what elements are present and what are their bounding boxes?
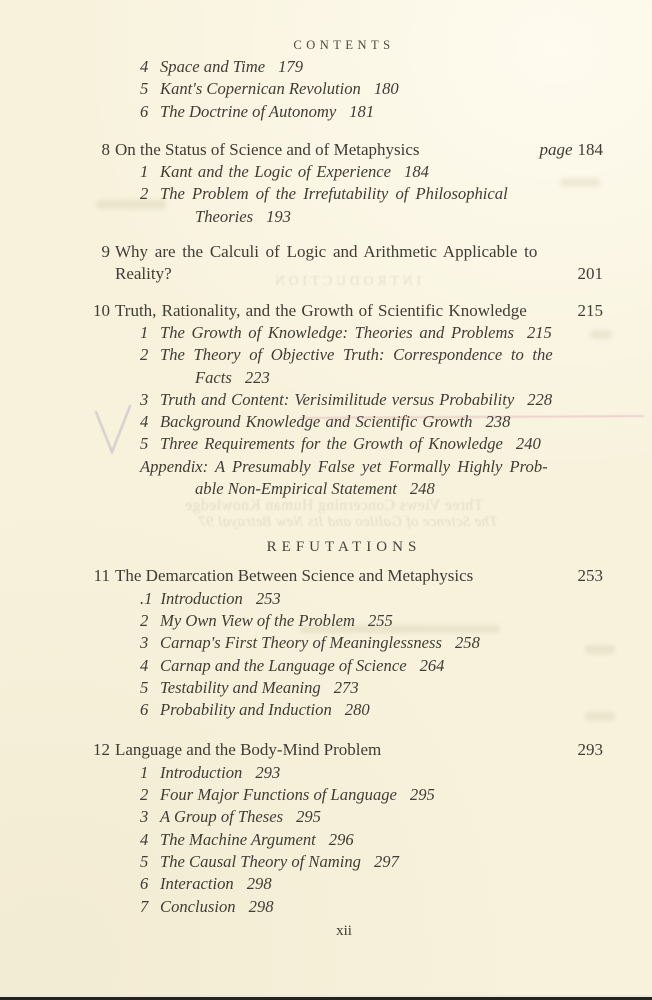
toc-item-number: 2: [140, 610, 149, 630]
toc-item-text: A Group of Theses: [160, 807, 284, 827]
toc-item-number: 10: [93, 300, 110, 320]
toc-item-text: Three Requirements for the Growth of Knowledge: [160, 434, 503, 454]
toc-page-number: 295: [409, 785, 435, 805]
toc-row-sub: [85, 806, 603, 828]
toc-page-number: 181: [349, 101, 375, 121]
toc-item-number: 2: [140, 785, 149, 805]
page-number-footer: xii: [336, 922, 352, 939]
toc-page-number: 264: [419, 655, 445, 675]
toc-row-sub: [85, 101, 603, 123]
toc-page-number: 201: [577, 264, 603, 284]
toc-list: [85, 56, 603, 918]
toc-item-text: Introduction: [160, 588, 243, 608]
toc-page-number: 298: [246, 874, 272, 894]
toc-item-number: 12: [93, 740, 110, 760]
toc-row-chapter: [85, 139, 603, 161]
toc-row-sub: [85, 829, 603, 851]
toc-item-text: On the Status of Science and of Metaphysics: [115, 139, 420, 159]
toc-page-number: 180: [373, 79, 399, 99]
toc-row-chapter: [85, 300, 603, 322]
toc-page-number: 293: [577, 740, 603, 760]
toc-item-number: 4: [140, 655, 149, 675]
page-header: CONTENTS: [293, 38, 395, 52]
toc-item-number: 6: [140, 700, 149, 720]
toc-page-number: 184: [404, 162, 429, 182]
toc-page-number: 280: [344, 700, 370, 720]
toc-page-number: 295: [296, 807, 321, 827]
toc-item-text: Reality?: [115, 264, 172, 284]
toc-row-cont-sub: [85, 367, 603, 389]
toc-item-number: 1: [140, 322, 149, 342]
toc-item-number: 9: [101, 242, 110, 262]
toc-row-sub: [85, 762, 603, 784]
bleedthrough-text: INTRODUCTION: [271, 273, 421, 288]
toc-item-text: Testability and Meaning: [160, 677, 321, 697]
toc-row-cont-sub: [85, 206, 603, 228]
toc-page-number: 273: [333, 677, 359, 697]
toc-page-number: 179: [278, 57, 303, 76]
toc-content: [85, 0, 603, 942]
toc-item-text: Introduction: [160, 762, 243, 782]
toc-item-number: 4: [140, 412, 149, 432]
toc-item-number: 1: [140, 162, 149, 182]
toc-page-number: 238: [485, 412, 511, 432]
toc-row-chapter: [85, 241, 603, 263]
toc-item-text: The Theory of Objective Truth: Correspondence to the: [160, 345, 553, 365]
toc-row-sub: [85, 411, 603, 433]
toc-page-number: 297: [373, 851, 399, 871]
toc-row-sub: [85, 78, 603, 100]
toc-item-number: 5: [140, 677, 149, 697]
toc-page-number: 215: [526, 322, 552, 342]
toc-row-sub: [85, 699, 603, 721]
toc-row-cont-sub: [85, 478, 603, 500]
toc-row-sub: [85, 632, 603, 654]
section-heading: REFUTATIONS: [266, 539, 422, 556]
page-word-label: page: [539, 139, 573, 159]
toc-item-text: The Machine Argument: [160, 829, 316, 849]
toc-page-number: 293: [255, 762, 281, 782]
toc-item-number: 3: [140, 389, 149, 409]
toc-item-text: Kant and the Logic of Experience: [160, 162, 392, 182]
toc-item-number: 3: [140, 807, 149, 827]
toc-item-text: Why are the Calculi of Logic and Arithmetic Applicable to: [115, 242, 538, 262]
bleedthrough-text: The Science of Galileo and Its New Betrayal 97: [198, 514, 498, 530]
toc-item-number: 6: [140, 874, 149, 894]
bleedthrough-text: Three Views Concerning Human Knowledge: [184, 497, 484, 514]
toc-item-number: 7: [140, 896, 149, 916]
toc-page-number: 223: [244, 367, 270, 387]
toc-row-sub-flush: [85, 456, 603, 478]
toc-item-text: Four Major Functions of Language: [160, 785, 397, 805]
toc-page-number: 258: [454, 633, 480, 653]
toc-row-sub: [85, 344, 603, 366]
toc-page-number: 240: [515, 434, 541, 454]
toc-row-sub: [85, 677, 603, 699]
toc-row-chapter: [85, 739, 603, 761]
toc-item-number: 2: [140, 345, 149, 365]
toc-item-text: Interaction: [160, 874, 234, 894]
toc-row-chapter: [85, 565, 603, 587]
toc-row-sub: [85, 183, 603, 205]
toc-item-text: Language and the Body-Mind Problem: [115, 740, 382, 760]
toc-item-number: 5: [140, 79, 149, 99]
toc-item-text: Carnap and the Language of Science: [160, 655, 407, 675]
toc-item-text: Carnap's First Theory of Meaninglessness: [160, 633, 442, 653]
toc-item-number: 5: [140, 434, 149, 454]
toc-row-sub: [85, 896, 603, 918]
toc-item-text: The Growth of Knowledge: Theories and Problems: [160, 322, 514, 342]
toc-gap: [85, 286, 603, 300]
toc-item-text: The Demarcation Between Science and Metaphysics: [115, 566, 474, 586]
toc-item-text: Kant's Copernican Revolution: [160, 79, 361, 99]
toc-page-number: 253: [255, 588, 281, 608]
toc-item-text: The Problem of the Irrefutability of Philosophical: [160, 184, 508, 204]
toc-item-text: Truth and Content: Verisimilitude versus Probability: [160, 389, 515, 409]
toc-row-sub: [85, 56, 603, 78]
toc-row-sub: [85, 161, 603, 183]
toc-item-text: My Own View of the Problem: [160, 610, 355, 630]
toc-item-text: The Doctrine of Autonomy: [160, 101, 337, 121]
toc-item-text: able Non-Empirical Statement: [195, 479, 397, 499]
toc-page-number: 193: [266, 206, 291, 226]
toc-row-sub: [85, 433, 603, 455]
toc-row-sub: [85, 389, 603, 411]
toc-page-number: 228: [527, 389, 553, 409]
toc-item-text: Background Knowledge and Scientific Growth: [160, 412, 473, 432]
toc-item-text: The Causal Theory of Naming: [160, 851, 361, 871]
toc-item-number: 3: [140, 633, 149, 653]
toc-item-number: 8: [101, 139, 110, 159]
toc-item-number: 2: [140, 184, 149, 204]
toc-row-sub: [85, 784, 603, 806]
toc-item-number: 1: [140, 762, 149, 782]
toc-page-number: page 184: [539, 139, 603, 159]
toc-page-number: 248: [409, 479, 435, 499]
toc-item-text: Truth, Rationality, and the Growth of Scientific Knowledge: [115, 300, 527, 320]
toc-row-sub: [85, 851, 603, 873]
toc-item-number: 6: [140, 101, 149, 121]
toc-item-text: Space and Time: [160, 57, 266, 76]
toc-item-text: Conclusion: [160, 896, 236, 916]
toc-item-number: .1: [140, 588, 153, 608]
toc-item-number: 4: [140, 57, 149, 76]
toc-item-text: Appendix: A Presumably False yet Formally Highly Prob-: [140, 456, 548, 476]
toc-row-sub: [85, 610, 603, 632]
toc-page-number: 296: [328, 829, 354, 849]
toc-item-number: 4: [140, 829, 149, 849]
toc-row-cont-chapter: [85, 263, 603, 285]
toc-item-text: Facts: [195, 367, 232, 387]
toc-page-number: 215: [577, 300, 603, 320]
toc-item-text: Probability and Induction: [160, 700, 332, 720]
toc-gap: [85, 123, 603, 139]
toc-row-sub: [85, 588, 603, 610]
toc-row-sub: [85, 873, 603, 895]
toc-gap: [85, 228, 603, 241]
toc-gap: [85, 721, 603, 739]
toc-item-number: 11: [93, 566, 110, 586]
toc-page-number: 253: [577, 566, 603, 586]
toc-item-text: Theories: [195, 206, 254, 226]
toc-page-number: 255: [367, 610, 393, 630]
toc-item-number: 5: [140, 851, 149, 871]
toc-row-sub: [85, 655, 603, 677]
toc-row-sub: [85, 322, 603, 344]
toc-page-number: 298: [248, 896, 274, 916]
